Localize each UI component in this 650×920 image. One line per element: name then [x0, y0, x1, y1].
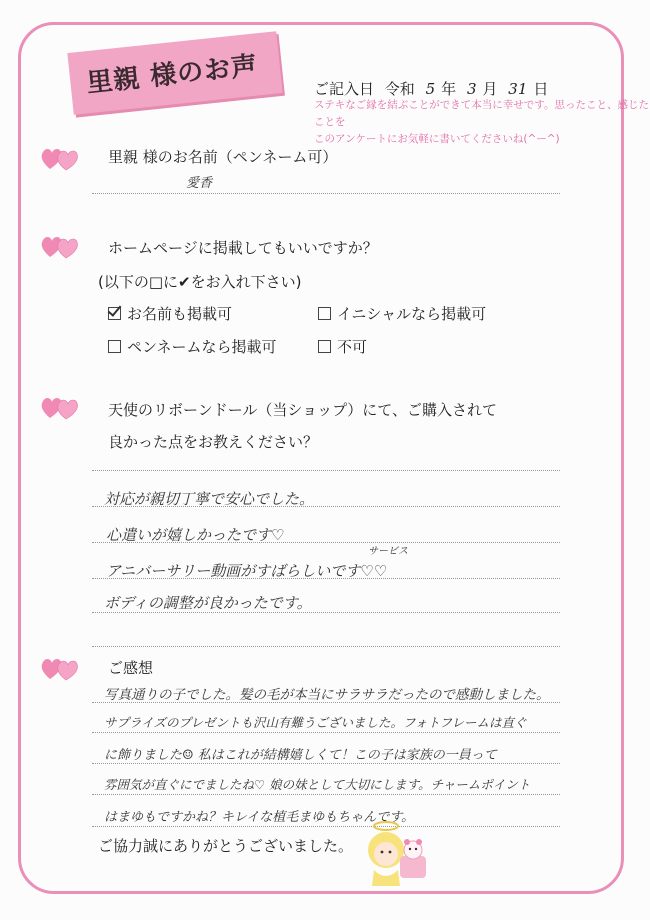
checkbox[interactable] — [318, 307, 331, 320]
checkbox[interactable] — [318, 340, 331, 353]
q4-answer-4: 雰囲気が直ぐにでましたね♡ 娘の妹として大切にします。チャームポイント — [104, 777, 531, 792]
q2-instruction: (以下の□に✔をお入れ下さい) — [98, 273, 302, 291]
answer-line — [92, 612, 560, 613]
q2-label: ホームページに掲載してもいいですか？ — [108, 239, 378, 257]
answer-line — [92, 826, 560, 827]
q3-insert-note: サービス — [368, 546, 408, 557]
checkbox[interactable] — [108, 340, 121, 353]
option-penname-ok[interactable] — [108, 336, 277, 357]
page-title: 里親 様のお声 — [85, 51, 260, 99]
angel-mascot-illustration — [360, 816, 440, 888]
option-label: お名前も掲載可 — [127, 305, 233, 323]
option-label: ペンネームなら掲載可 — [127, 338, 277, 356]
q3-answer-2: 心遣いが嬉しかったです♡ — [106, 526, 285, 544]
q3-label-line-2: 良かった点をお教えください？ — [108, 433, 319, 451]
month-unit: 月 — [482, 80, 498, 98]
thanks-message: ご協力誠にありがとうございました。 — [98, 837, 354, 855]
answer-line — [92, 578, 560, 579]
double-heart-icon — [40, 233, 80, 259]
year-unit: 年 — [441, 80, 457, 98]
date-day: 31 — [508, 80, 528, 98]
q4-answer-2: サプライズのプレゼントも沢山有難うございました。フォトフレームは直ぐ — [104, 715, 527, 730]
day-unit: 日 — [533, 80, 549, 98]
option-name-ok[interactable] — [108, 303, 232, 324]
q1-label: 里親 様のお名前（ペンネーム可） — [108, 148, 338, 166]
q4-answer-1: 写真通りの子でした。髪の毛が本当にサラサラだったので感動しました。 — [104, 687, 550, 703]
date-label: ご記入日 — [314, 80, 375, 98]
double-heart-icon — [40, 655, 80, 681]
era-label: 令和 — [384, 80, 415, 98]
double-heart-icon — [40, 145, 80, 171]
q3-answer-3: アニバーサリー動画がすばらしいです♡♡ — [106, 562, 388, 580]
answer-line — [92, 732, 560, 733]
q1-answer: 愛香 — [186, 176, 213, 191]
double-heart-icon — [40, 394, 80, 420]
intro-line-1: ステキなご縁を結ぶことができて本当に幸せです。思ったこと、感じたことを — [314, 99, 649, 128]
answer-line — [92, 470, 560, 471]
date-year: 5 — [425, 80, 436, 98]
q4-label: ご感想 — [108, 659, 154, 677]
date-month: 3 — [466, 80, 477, 98]
intro-line-2: このアンケートにお気軽に書いてくださいね(^ー^) — [314, 133, 560, 145]
intro-text — [314, 97, 650, 148]
q3-answer-4: ボディの調整が良かったです。 — [104, 594, 312, 612]
answer-line — [92, 542, 560, 543]
option-label: 不可 — [337, 338, 368, 356]
q4-answer-3: に飾りました☺ 私はこれが結構嬉しくて！この子は家族の一員って — [104, 748, 497, 763]
answer-line — [92, 193, 560, 194]
checkbox-checked[interactable] — [108, 307, 121, 320]
option-not-allowed[interactable] — [318, 336, 367, 357]
entry-date — [314, 78, 554, 99]
q4-answer-5: はまゆもですかね？キレイな植毛まゆもちゃんです。 — [104, 810, 415, 825]
q3-label-line-1: 天使のリボーンドール（当ショップ）にて、ご購入されて — [108, 401, 497, 419]
answer-line — [92, 702, 560, 703]
answer-line — [92, 763, 560, 764]
q3-answer-1: 対応が親切丁寧で安心でした。 — [104, 490, 315, 508]
answer-line — [92, 646, 560, 647]
answer-line — [92, 794, 560, 795]
option-label: イニシャルなら掲載可 — [337, 305, 487, 323]
option-initial-ok[interactable] — [318, 303, 486, 324]
answer-line — [92, 506, 560, 507]
